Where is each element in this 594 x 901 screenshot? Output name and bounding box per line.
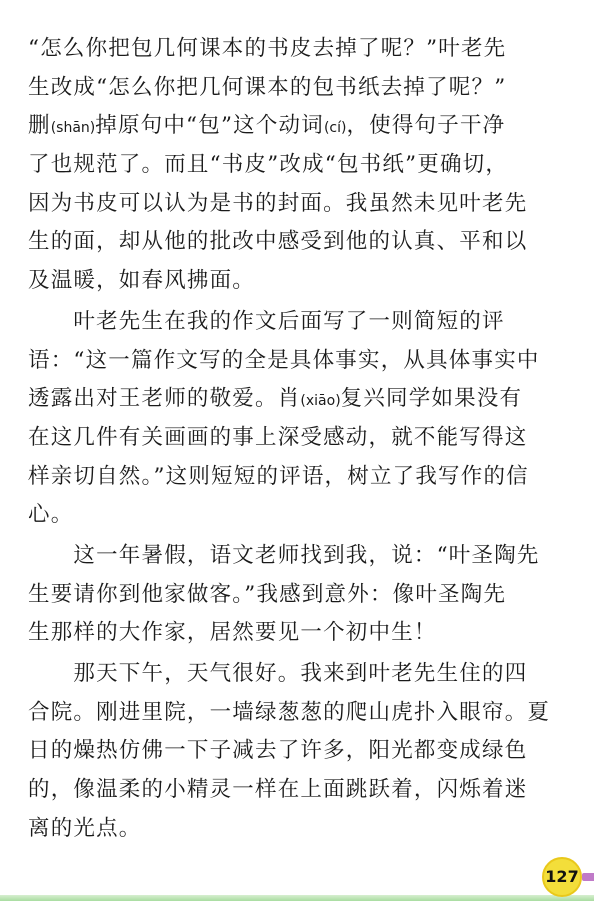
text-line <box>28 69 548 108</box>
text-segment: 离的光点。 <box>28 815 142 841</box>
text-segment: ，使得句子干净 <box>346 113 506 139</box>
paragraph <box>28 303 548 535</box>
text-segment: 在这几件有关画画的事上深受感动，就不能写得这 <box>28 424 528 450</box>
body-text <box>28 30 551 848</box>
page-number-badge: 127 <box>542 857 582 897</box>
text-line <box>28 458 548 497</box>
text-segment: 了也规范了。而且“书皮”改成“包书纸”更确切， <box>28 152 509 178</box>
bottom-green-strip <box>0 895 594 901</box>
text-segment: 透露出对王老师的敬爱。肖 <box>28 386 301 412</box>
text-line <box>28 419 548 458</box>
text-line <box>28 537 548 576</box>
text-segment: “怎么你把包几何课本的书皮去掉了呢？”叶老先 <box>28 36 507 61</box>
text-segment: 生改成“怎么你把几何课本的包书纸去掉了呢？” <box>28 74 507 100</box>
text-line <box>28 576 548 615</box>
text-line <box>28 342 548 381</box>
paragraph <box>28 30 548 301</box>
pinyin-annotation: (xiāo) <box>300 393 341 410</box>
text-segment: 的，像温柔的小精灵一样在上面跳跃着，闪烁着迷 <box>28 777 528 803</box>
text-line <box>28 223 548 262</box>
text-segment: 生的面，却从他的批改中感受到他的认真、平和以 <box>28 229 528 255</box>
text-segment: 掉原句中“包”这个动词 <box>95 113 324 139</box>
paragraph <box>28 537 548 653</box>
text-line <box>28 655 548 694</box>
paragraph <box>28 655 551 848</box>
text-segment: 删 <box>28 113 51 139</box>
text-segment: 叶老先生在我的作文后面写了一则简短的评 <box>28 308 505 334</box>
text-line <box>28 380 548 419</box>
text-segment: 语：“这一篇作文写的全是具体事实，从具体事实中 <box>28 347 540 373</box>
text-segment: 及温暖，如春风拂面。 <box>28 268 256 294</box>
text-line <box>28 614 548 653</box>
text-segment: 生那样的大作家，居然要见一个初中生！ <box>28 620 437 646</box>
text-line <box>28 185 548 224</box>
text-segment: 因为书皮可以认为是书的封面。我虽然未见叶老先 <box>28 190 528 216</box>
text-segment: 那天下午，天气很好。我来到叶老先生住的四 <box>28 661 528 686</box>
text-line <box>28 30 548 69</box>
text-segment: 生要请你到他家做客。”我感到意外：像叶圣陶先 <box>28 581 507 607</box>
text-segment: 这一年暑假，语文老师找到我，说：“叶圣陶先 <box>28 542 540 568</box>
text-line <box>28 732 548 771</box>
text-segment: 日的燥热仿佛一下子减去了许多，阳光都变成绿色 <box>28 738 528 764</box>
text-segment: 心。 <box>28 502 74 528</box>
text-line <box>28 107 548 146</box>
pinyin-annotation: (shān) <box>50 120 96 137</box>
text-line <box>28 694 551 733</box>
text-line <box>28 496 548 535</box>
text-line <box>28 262 548 301</box>
text-segment: 样亲切自然。”这则短短的评语，树立了我写作的信 <box>28 463 529 489</box>
pinyin-annotation: (cí) <box>323 120 347 137</box>
text-line <box>28 146 548 185</box>
text-segment: 复兴同学如果没有 <box>340 386 523 412</box>
text-line <box>28 810 548 849</box>
text-line <box>28 303 548 342</box>
text-line <box>28 771 548 810</box>
page-corner-tab <box>582 873 594 881</box>
text-segment: 合院。刚进里院，一墙绿葱葱的爬山虎扑入眼帘。夏 <box>28 699 551 725</box>
